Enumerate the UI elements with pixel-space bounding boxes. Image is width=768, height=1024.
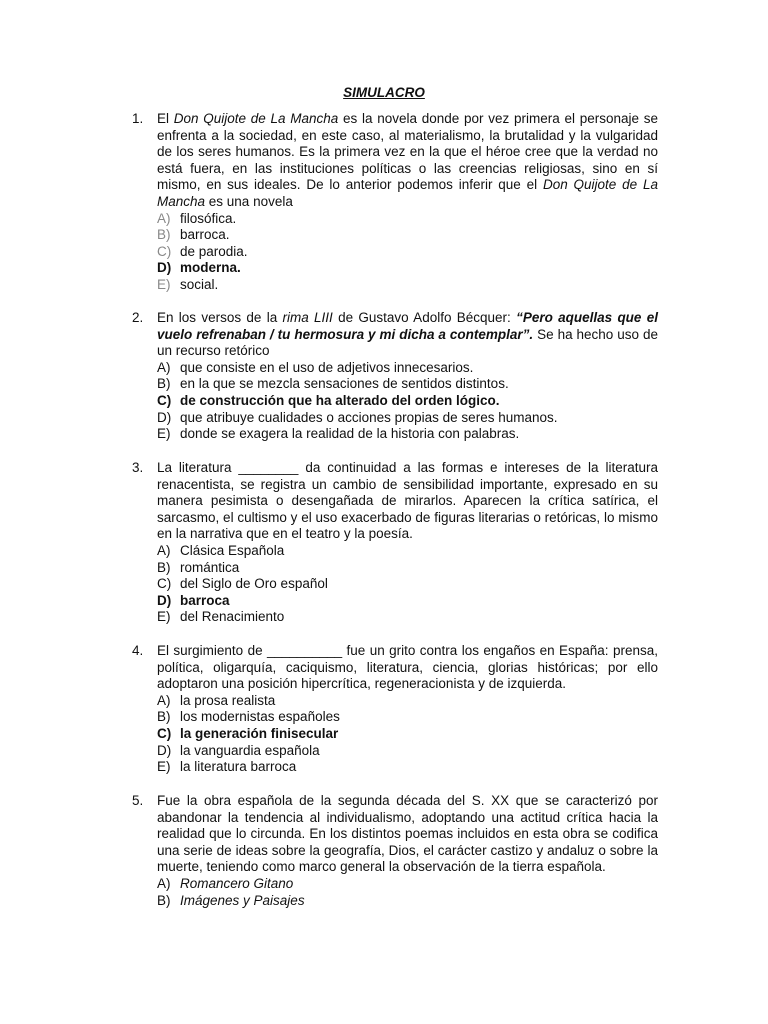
option-d[interactable]: D) la vanguardia española xyxy=(157,742,320,758)
question-5 xyxy=(132,793,658,909)
question-number: 5. xyxy=(132,793,144,808)
question-number: 4. xyxy=(132,643,144,658)
question-number: 1. xyxy=(132,111,144,126)
option-c-correct[interactable]: C) de construcción que ha alterado del orden lógico. xyxy=(157,392,500,408)
option-d[interactable]: D) que atribuye cualidades o acciones propias de seres humanos. xyxy=(157,409,558,425)
option-e[interactable]: E) donde se exagera la realidad de la historia con palabras. xyxy=(157,426,520,442)
option-b[interactable]: B) los modernistas españoles xyxy=(157,709,340,725)
option-d-correct[interactable]: D) barroca xyxy=(157,592,230,608)
question-number: 2. xyxy=(132,310,144,325)
question-number: 3. xyxy=(132,460,144,475)
option-c[interactable]: C) de parodia. xyxy=(157,243,248,259)
option-b[interactable]: B) romántica xyxy=(157,559,240,575)
question-stem: El surgimiento de __________ fue un grito contra los engaños en España: prensa, política, oligarquía, caciquismo, literatura, ciencia, glorias históricas; por ello adoptaron una posición hipercrítica, regeneracionista y de izquierda. xyxy=(157,643,658,692)
question-4 xyxy=(132,643,658,776)
option-c[interactable]: C) del Siglo de Oro español xyxy=(157,576,328,592)
question-stem: Fue la obra española de la segunda década del S. XX que se caracterizó por abandonar la tendencia al individualismo, adoptando una actitud crítica hacia la realidad que lo circunda. En los distintos poemas incluidos en esta obra se codifica una serie de ideas sobre la geografía, Dios, el carácter castizo y andaluz o sobre la muerte, teniendo como marco general la observación de la tierra española. xyxy=(157,793,658,875)
option-e[interactable]: E) social. xyxy=(157,276,219,292)
option-a[interactable]: A) Romancero Gitano xyxy=(157,875,294,891)
option-a[interactable]: A) filosófica. xyxy=(157,210,237,226)
option-a[interactable]: A) la prosa realista xyxy=(157,692,276,708)
option-d-correct[interactable]: D) moderna. xyxy=(157,260,241,276)
question-1 xyxy=(132,111,658,294)
question-stem: En los versos de la rima LIII de Gustavo Adolfo Bécquer: “Pero aquellas que el vuelo refrenaban / tu hermosura y mi dicha a contemplar”. Se ha hecho uso de un recurso retórico xyxy=(157,310,658,359)
question-2 xyxy=(132,310,658,443)
option-b[interactable]: B) barroca. xyxy=(157,227,230,243)
question-stem: El Don Quijote de La Mancha es la novela donde por vez primera el personaje se enfrenta a la sociedad, en este caso, al materialismo, la brutalidad y la vulgaridad de los seres humanos. Es la primera vez en la que el héroe cree que la verdad no está fuera, en las instituciones políticas o las creencias religiosas, sino en sí mismo, en sus ideales. De lo anterior podemos inferir que el Don Quijote de La Mancha es una novela xyxy=(157,111,658,209)
document-title: SIMULACRO xyxy=(343,85,425,100)
option-b[interactable]: B) Imágenes y Paisajes xyxy=(157,892,305,908)
option-a[interactable]: A) que consiste en el uso de adjetivos innecesarios. xyxy=(157,359,474,375)
option-e[interactable]: E) del Renacimiento xyxy=(157,609,285,625)
question-stem: La literatura ________ da continuidad a las formas e intereses de la literatura renacentista, se registra un cambio de sensibilidad importante, expresado en su manera pesimista o desengañada de mirarlos. Aparecen la crítica satírica, el sarcasmo, el cultismo y el uso exacerbado de figuras literarias o retóricas, lo mismo en la narrativa que en el teatro y la poesía. xyxy=(157,460,658,542)
option-c-correct[interactable]: C) la generación finisecular xyxy=(157,725,339,741)
option-e[interactable]: E) la literatura barroca xyxy=(157,759,297,775)
question-3 xyxy=(132,460,658,626)
option-a[interactable]: A) Clásica Española xyxy=(157,542,285,558)
option-b[interactable]: B) en la que se mezcla sensaciones de sentidos distintos. xyxy=(157,376,509,392)
